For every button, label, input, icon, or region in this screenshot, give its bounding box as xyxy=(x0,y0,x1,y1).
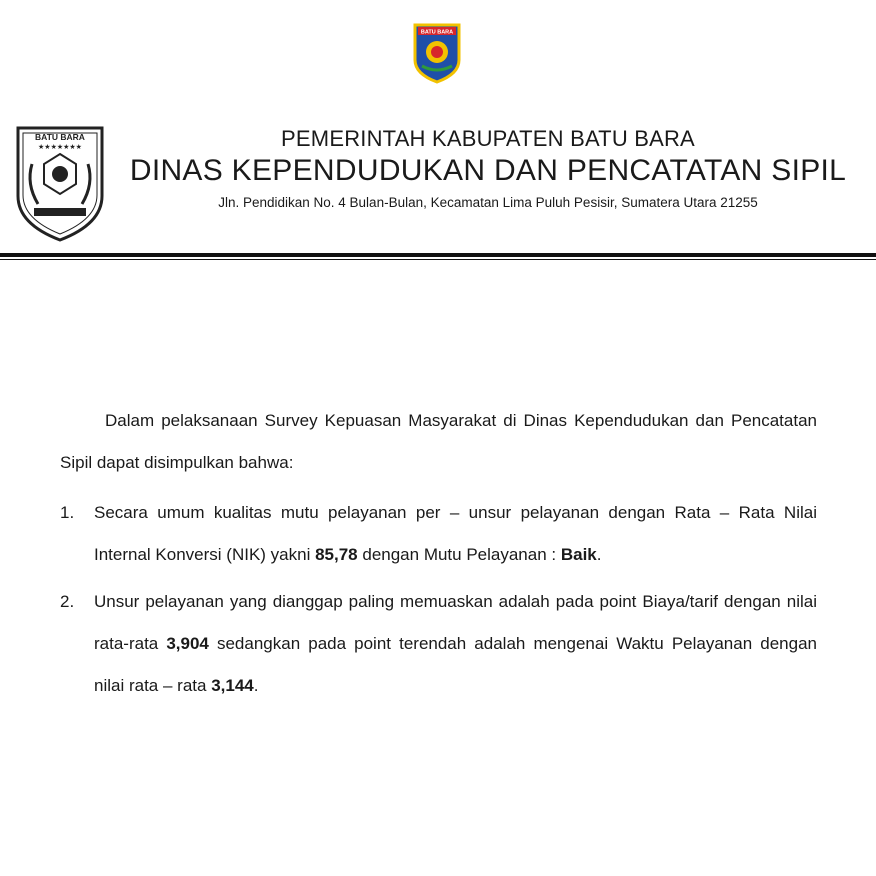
nik-value: 85,78 xyxy=(315,545,358,564)
highest-score-value: 3,904 xyxy=(166,634,209,653)
list-item-number: 2. xyxy=(60,592,75,611)
list-item-text: Secara umum kualitas mutu pelayanan per – unsur pelayanan dengan Rata – Rata Nilai Internal Konversi (NIK) yakni 85,78 dengan Mutu Pelayanan : Baik. xyxy=(94,503,817,564)
list-item-text: Unsur pelayanan yang dianggap paling memuaskan adalah pada point Biaya/tarif dengan nilai rata-rata 3,904 sedangkan pada point terendah adalah mengenai Waktu Pelayanan dengan nilai rata – rata 3,144. xyxy=(94,592,817,695)
department-address: Jln. Pendidikan No. 4 Bulan-Bulan, Kecamatan Lima Puluh Pesisir, Sumatera Utara 21255 xyxy=(218,195,758,210)
quality-rating: Baik xyxy=(560,545,597,564)
intro-paragraph: Dalam pelaksanaan Survey Kepuasan Masyarakat di Dinas Kependudukan dan Pencatatan Sipil dapat disimpulkan bahwa: xyxy=(60,411,817,472)
department-name: DINAS KEPENDUDUKAN DAN PENCATATAN SIPIL xyxy=(129,154,847,187)
government-name: PEMERINTAH KABUPATEN BATU BARA xyxy=(281,126,695,151)
crest-text: BATU BARA xyxy=(35,132,85,142)
list-item xyxy=(60,492,817,576)
crest-logo xyxy=(14,124,106,244)
svg-text:★★★★★★★: ★★★★★★★ xyxy=(38,143,82,151)
list-item xyxy=(60,581,817,707)
lowest-score-value: 3,144 xyxy=(211,676,254,695)
letterhead-rule-thick xyxy=(0,253,876,257)
list-item-number: 1. xyxy=(60,503,75,522)
emblem-text: BATU BARA xyxy=(420,29,454,36)
letterhead-rule-thin xyxy=(0,259,876,260)
regency-emblem-logo xyxy=(412,22,462,84)
